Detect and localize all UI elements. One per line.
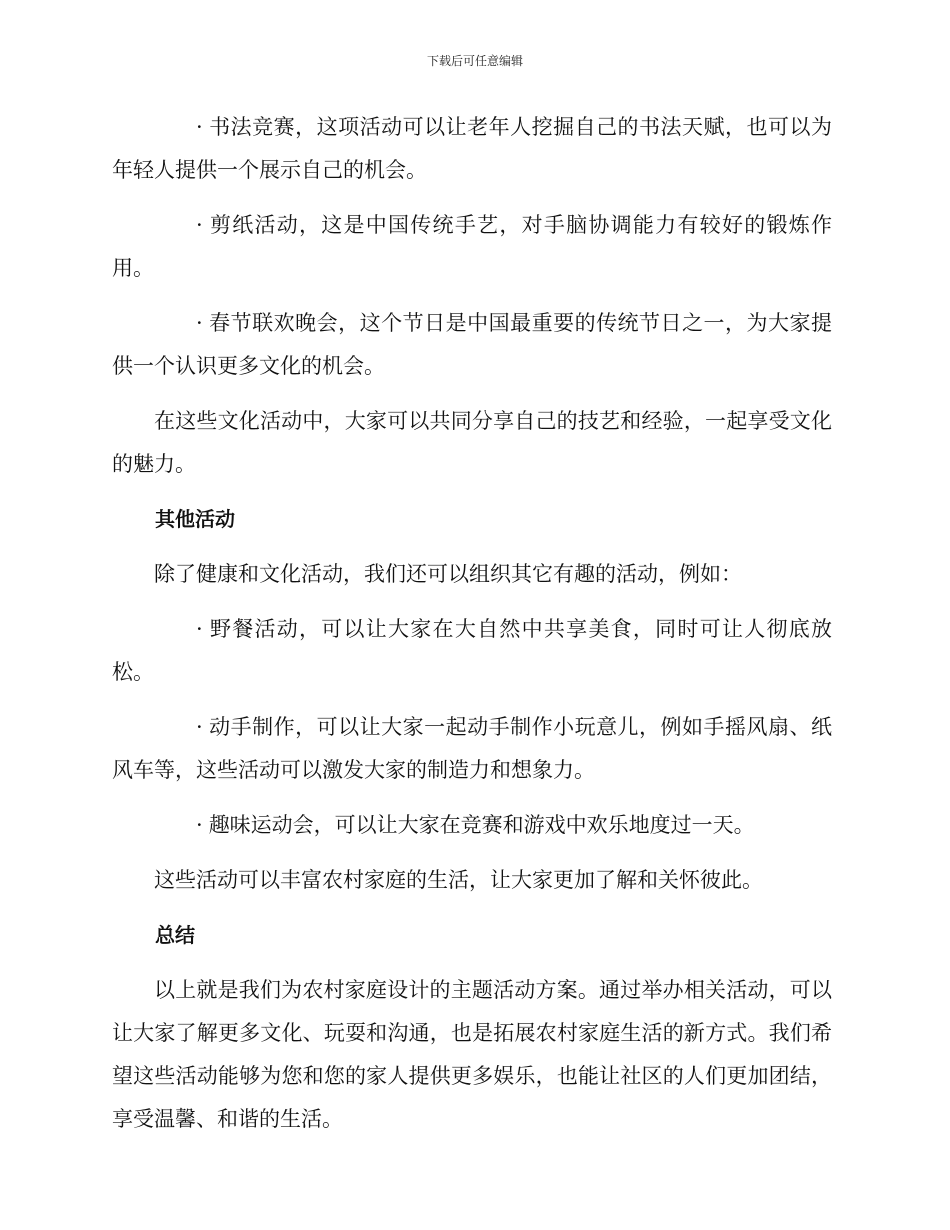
bullet-item [112,302,832,388]
bullet-marker: · [196,813,203,837]
section-heading: 其他活动 [155,507,235,531]
bullet-marker: · [196,311,203,335]
bullet-item [112,106,832,192]
page-header: 下载后可任意编辑 [426,54,523,68]
bullet-marker: · [196,715,203,739]
paragraph: 这些活动可以丰富农村家庭的生活，让大家更加了解和关怀彼此。 [154,868,763,892]
bullet-text: 剪纸活动，这是中国传统手艺，对手脑协调能力有较好的锻炼作用。 [112,213,832,280]
bullet-text: 书法竞赛，这项活动可以让老年人挖掘自己的书法天赋，也可以为年轻人提供一个展示自己的机会。 [112,115,832,182]
bullet-marker: · [196,617,203,641]
bullet-text: 动手制作，可以让大家一起动手制作小玩意儿，例如手摇风扇、纸风车等，这些活动可以激发大家的制造力和想象力。 [112,715,832,782]
bullet-text: 野餐活动，可以让大家在大自然中共享美食，同时可让人彻底放松。 [112,617,832,684]
bullet-item [112,706,832,792]
bullet-marker: · [196,115,203,139]
paragraph: 以上就是我们为农村家庭设计的主题活动方案。通过举办相关活动，可以让大家了解更多文化、玩耍和沟通，也是拓展农村家庭生活的新方式。我们希望这些活动能够为您和您的家人提供更多娱乐，也能让社区的人们更加团结，享受温馨、和谐的生活。 [112,978,832,1131]
bullet-item [112,608,832,694]
bullet-text: 春节联欢晚会，这个节日是中国最重要的传统节日之一，为大家提供一个认识更多文化的机会。 [112,311,832,378]
document-body [112,106,832,1153]
paragraph: 除了健康和文化活动，我们还可以组织其它有趣的活动，例如： [154,562,742,586]
paragraph: 在这些文化活动中，大家可以共同分享自己的技艺和经验，一起享受文化的魅力。 [112,409,832,476]
bullet-item [112,204,832,290]
section-heading: 总结 [155,923,195,947]
bullet-marker: · [196,213,203,237]
bullet-text: 趣味运动会，可以让大家在竞赛和游戏中欢乐地度过一天。 [208,813,755,837]
bullet-item [112,804,832,847]
